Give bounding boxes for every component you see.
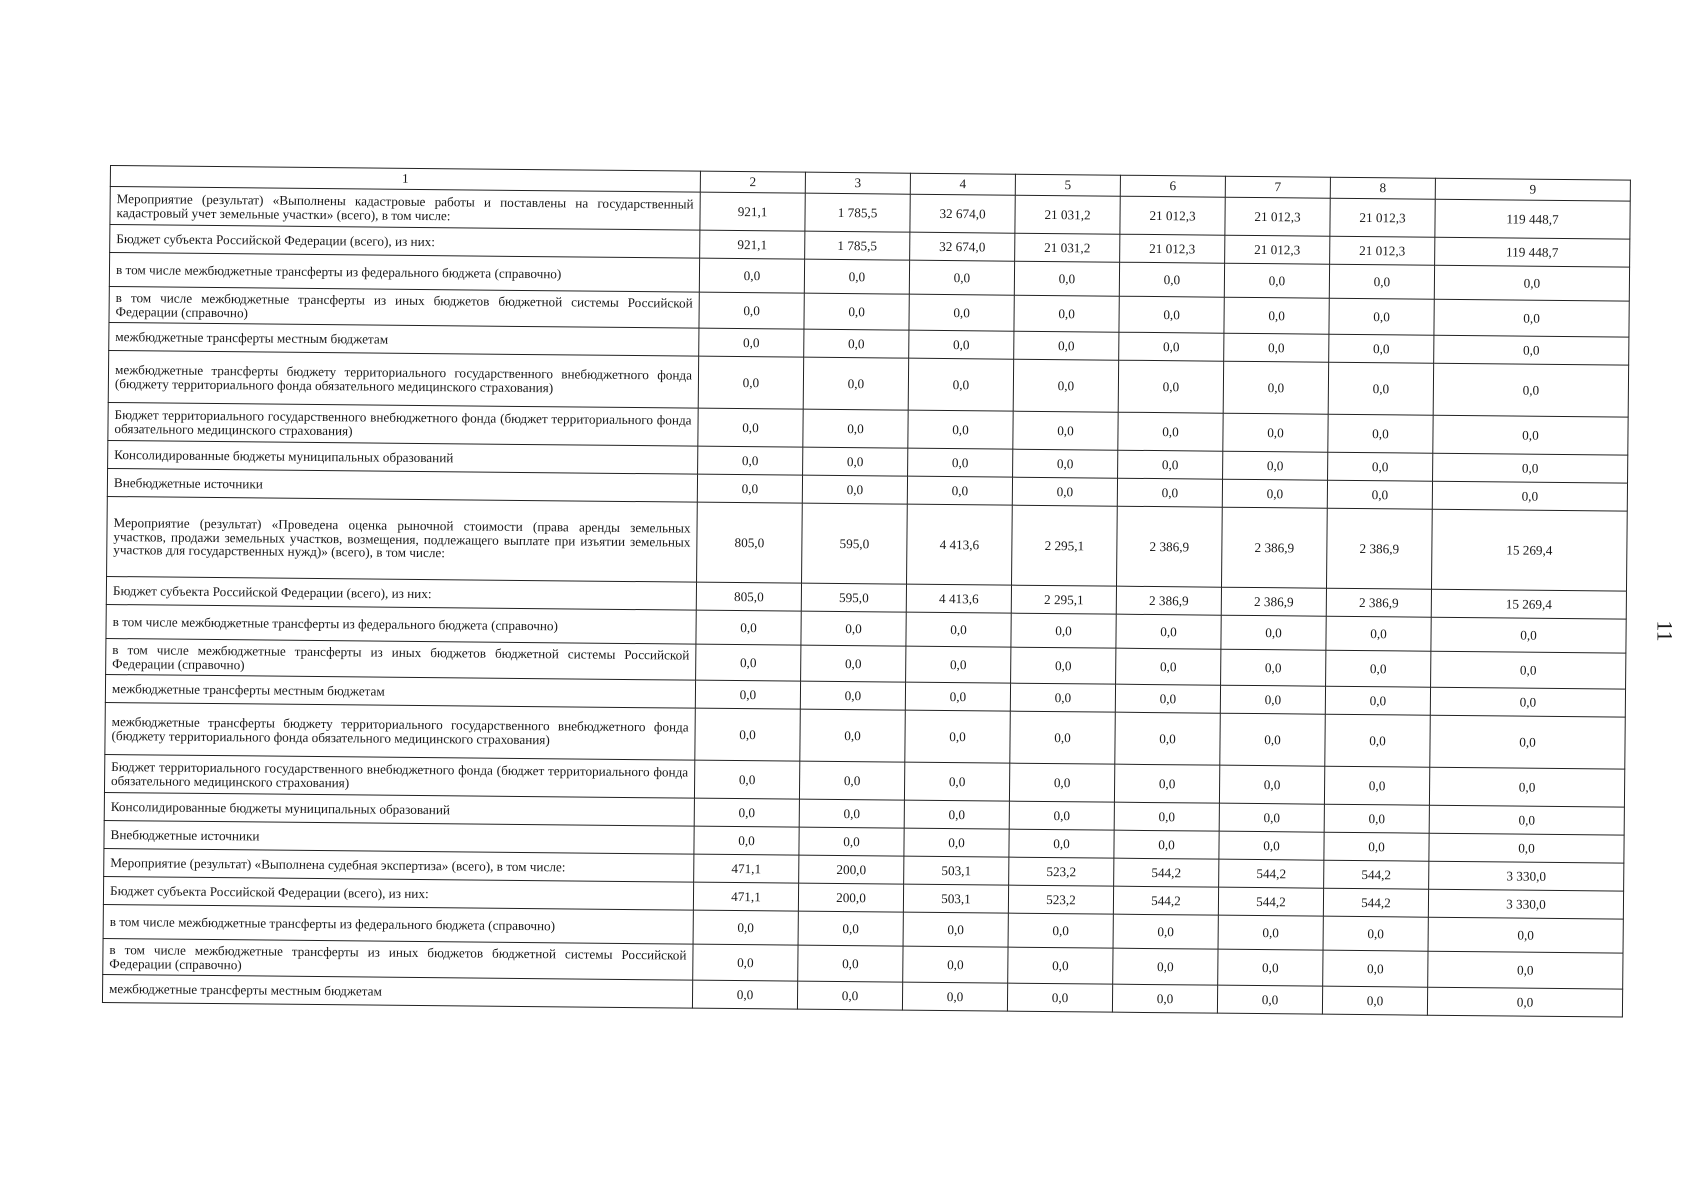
value-cell: 2 295,1	[1011, 585, 1116, 614]
value-cell: 0,0	[1008, 947, 1113, 984]
value-cell: 0,0	[1013, 359, 1118, 412]
value-cell: 0,0	[1224, 333, 1329, 362]
value-cell: 0,0	[694, 798, 799, 827]
value-cell: 0,0	[1327, 480, 1432, 509]
value-cell: 0,0	[1116, 648, 1221, 685]
value-cell: 0,0	[1430, 687, 1625, 717]
value-cell: 0,0	[1118, 412, 1223, 451]
value-cell: 544,2	[1218, 887, 1323, 916]
value-cell: 0,0	[1323, 950, 1428, 987]
value-cell: 0,0	[802, 475, 907, 504]
value-cell: 0,0	[1114, 830, 1219, 859]
value-cell: 0,0	[903, 946, 1008, 983]
value-cell: 21 012,3	[1225, 197, 1330, 236]
value-cell: 0,0	[1010, 711, 1115, 764]
value-cell: 544,2	[1219, 859, 1324, 888]
value-cell: 921,1	[700, 192, 805, 231]
value-cell: 0,0	[1328, 452, 1433, 481]
row-label: Бюджет субъекта Российской Федерации (всего), из них:	[103, 876, 693, 910]
value-cell: 0,0	[1433, 453, 1628, 483]
value-cell: 0,0	[1428, 951, 1623, 989]
value-cell: 0,0	[1222, 479, 1327, 508]
value-cell: 3 330,0	[1429, 861, 1624, 891]
value-cell: 2 386,9	[1326, 588, 1431, 617]
value-cell: 32 674,0	[910, 194, 1015, 233]
row-label: межбюджетные трансферты бюджету территориального государственного внебюджетного фонда (бюджету территориального фонда обязательного медицинского страхования)	[105, 702, 695, 760]
value-cell: 0,0	[803, 409, 908, 448]
value-cell: 0,0	[1324, 804, 1429, 833]
header-cell: 4	[910, 173, 1015, 195]
value-cell: 0,0	[798, 911, 903, 946]
value-cell: 0,0	[692, 980, 797, 1009]
value-cell: 523,2	[1008, 885, 1113, 914]
value-cell: 0,0	[699, 328, 804, 357]
value-cell: 0,0	[1429, 833, 1624, 863]
value-cell: 0,0	[1014, 295, 1119, 332]
value-cell: 15 269,4	[1431, 509, 1627, 591]
value-cell: 0,0	[1326, 616, 1431, 651]
value-cell: 200,0	[798, 883, 903, 912]
row-label: в том числе межбюджетные трансферты из иных бюджетов бюджетной системы Российской Федерации (справочно)	[109, 286, 699, 328]
value-cell: 0,0	[800, 681, 905, 710]
value-cell: 0,0	[698, 356, 803, 409]
value-cell: 0,0	[1324, 766, 1429, 805]
value-cell: 0,0	[1329, 298, 1434, 335]
value-cell: 0,0	[1429, 805, 1624, 835]
value-cell: 0,0	[1328, 414, 1433, 453]
value-cell: 0,0	[698, 446, 803, 475]
value-cell: 0,0	[798, 945, 903, 982]
row-label: Мероприятие (результат) «Проведена оценка рыночной стоимости (права аренды земельных участков, продажи земельных участков, возмещения, подлежащего выплате при изъятии земельных участков для государственных нужд)» (всего), в том числе:	[107, 496, 698, 582]
value-cell: 0,0	[1223, 413, 1328, 452]
value-cell: 4 413,6	[906, 584, 1011, 613]
value-cell: 471,1	[694, 854, 799, 883]
value-cell: 0,0	[1433, 363, 1628, 417]
value-cell: 0,0	[906, 612, 1011, 647]
value-cell: 0,0	[902, 982, 1007, 1011]
value-cell: 0,0	[909, 294, 1014, 331]
row-label: в том числе межбюджетные трансферты из иных бюджетов бюджетной системы Российской Федерации (справочно)	[103, 938, 693, 980]
value-cell: 0,0	[698, 408, 803, 447]
value-cell: 0,0	[905, 682, 1010, 711]
value-cell: 921,1	[700, 230, 805, 259]
row-label: Внебюджетные источники	[104, 820, 694, 854]
value-cell: 0,0	[1116, 614, 1221, 649]
value-cell: 3 330,0	[1428, 889, 1623, 919]
value-cell: 0,0	[1325, 714, 1430, 767]
value-cell: 2 386,9	[1117, 506, 1223, 587]
value-cell: 0,0	[907, 476, 1012, 505]
value-cell: 0,0	[1324, 832, 1429, 861]
value-cell: 0,0	[1115, 712, 1220, 765]
value-cell: 0,0	[1433, 415, 1628, 455]
value-cell: 21 012,3	[1120, 196, 1225, 235]
value-cell: 0,0	[1326, 650, 1431, 687]
value-cell: 4 413,6	[907, 504, 1013, 585]
value-cell: 0,0	[1113, 948, 1218, 985]
value-cell: 503,1	[903, 884, 1008, 913]
value-cell: 0,0	[1011, 647, 1116, 684]
value-cell: 119 448,7	[1435, 237, 1630, 267]
value-cell: 0,0	[693, 910, 798, 945]
value-cell: 0,0	[1218, 915, 1323, 950]
value-cell: 544,2	[1113, 886, 1218, 915]
row-label: Бюджет субъекта Российской Федерации (всего), из них:	[110, 225, 700, 259]
value-cell: 0,0	[696, 610, 801, 645]
value-cell: 0,0	[1014, 261, 1119, 296]
value-cell: 805,0	[697, 502, 803, 583]
header-cell: 5	[1015, 174, 1120, 196]
value-cell: 0,0	[1328, 362, 1433, 415]
row-label: межбюджетные трансферты бюджету территориального государственного внебюджетного фонда (бюджету территориального фонда обязательного медицинского страхования)	[108, 350, 698, 408]
value-cell: 0,0	[1219, 831, 1324, 860]
value-cell: 1 785,5	[805, 193, 910, 232]
value-cell: 119 448,7	[1435, 199, 1630, 239]
value-cell: 0,0	[1323, 916, 1428, 951]
value-cell: 2 386,9	[1221, 507, 1327, 588]
row-label: Мероприятие (результат) «Выполнены кадастровые работы и поставлены на государственный кадастровый учет земельные участки» (всего), в том числе:	[110, 187, 700, 231]
value-cell: 805,0	[696, 582, 801, 611]
value-cell: 0,0	[1115, 684, 1220, 713]
page-number: 11	[1652, 620, 1678, 642]
value-cell: 0,0	[800, 709, 905, 762]
value-cell: 0,0	[693, 944, 798, 981]
value-cell: 2 386,9	[1221, 587, 1326, 616]
value-cell: 0,0	[908, 358, 1013, 411]
value-cell: 0,0	[799, 827, 904, 856]
value-cell: 2 386,9	[1326, 508, 1432, 589]
value-cell: 0,0	[1224, 297, 1329, 334]
value-cell: 471,1	[693, 882, 798, 911]
value-cell: 0,0	[1114, 802, 1219, 831]
value-cell: 523,2	[1009, 857, 1114, 886]
row-label: в том числе межбюджетные трансферты из федерального бюджета (справочно)	[106, 604, 696, 644]
value-cell: 0,0	[1119, 262, 1224, 297]
value-cell: 21 031,2	[1015, 195, 1120, 234]
value-cell: 0,0	[1113, 914, 1218, 949]
row-label: межбюджетные трансферты местным бюджетам	[109, 322, 699, 356]
value-cell: 544,2	[1323, 888, 1428, 917]
value-cell: 0,0	[1009, 763, 1114, 802]
table-body	[102, 166, 1630, 1018]
value-cell: 32 674,0	[910, 232, 1015, 261]
value-cell: 0,0	[695, 708, 800, 761]
value-cell: 0,0	[905, 710, 1010, 763]
value-cell: 0,0	[1431, 617, 1626, 653]
value-cell: 21 031,2	[1015, 233, 1120, 262]
row-label: в том числе межбюджетные трансферты из иных бюджетов бюджетной системы Российской Федерации (справочно)	[106, 638, 696, 680]
value-cell: 0,0	[1218, 949, 1323, 986]
value-cell: 0,0	[804, 293, 909, 330]
row-label: Мероприятие (результат) «Выполнена судебная экспертиза» (всего), в том числе:	[104, 848, 694, 882]
value-cell: 0,0	[694, 826, 799, 855]
value-cell: 0,0	[1119, 296, 1224, 333]
value-cell: 200,0	[799, 855, 904, 884]
value-cell: 15 269,4	[1431, 589, 1626, 619]
value-cell: 0,0	[1217, 985, 1322, 1014]
value-cell: 0,0	[1013, 411, 1118, 450]
value-cell: 0,0	[904, 762, 1009, 801]
value-cell: 0,0	[908, 448, 1013, 477]
value-cell: 0,0	[696, 644, 801, 681]
value-cell: 503,1	[904, 856, 1009, 885]
value-cell: 0,0	[801, 611, 906, 646]
value-cell: 0,0	[797, 981, 902, 1010]
value-cell: 21 012,3	[1225, 235, 1330, 264]
value-cell: 0,0	[1329, 334, 1434, 363]
value-cell: 0,0	[906, 646, 1011, 683]
value-cell: 0,0	[1432, 481, 1627, 511]
row-label: в том числе межбюджетные трансферты из федерального бюджета (справочно)	[103, 904, 693, 944]
value-cell: 21 012,3	[1120, 234, 1225, 263]
value-cell: 0,0	[1224, 263, 1329, 298]
row-label: межбюджетные трансферты местным бюджетам	[105, 674, 695, 708]
header-cell: 1	[110, 166, 700, 193]
value-cell: 0,0	[1011, 613, 1116, 648]
value-cell: 0,0	[1427, 987, 1622, 1017]
budget-table	[102, 165, 1631, 1018]
value-cell: 0,0	[699, 258, 804, 293]
value-cell: 0,0	[804, 329, 909, 358]
value-cell: 0,0	[1329, 264, 1434, 299]
row-label: Консолидированные бюджеты муниципальных образований	[108, 440, 698, 474]
row-label: в том числе межбюджетные трансферты из федерального бюджета (справочно)	[109, 253, 699, 293]
value-cell: 0,0	[1009, 801, 1114, 830]
header-cell: 6	[1120, 175, 1225, 197]
value-cell: 0,0	[1220, 685, 1325, 714]
value-cell: 544,2	[1114, 858, 1219, 887]
value-cell: 0,0	[1007, 983, 1112, 1012]
value-cell: 0,0	[909, 330, 1014, 359]
value-cell: 0,0	[1112, 984, 1217, 1013]
value-cell: 0,0	[1219, 803, 1324, 832]
row-label: Консолидированные бюджеты муниципальных образований	[104, 792, 694, 826]
value-cell: 0,0	[1434, 335, 1629, 365]
row-label: Бюджет субъекта Российской Федерации (всего), из них:	[106, 576, 696, 610]
value-cell: 0,0	[694, 760, 799, 799]
value-cell: 0,0	[904, 828, 1009, 857]
value-cell: 0,0	[1219, 765, 1324, 804]
value-cell: 0,0	[1223, 451, 1328, 480]
value-cell: 0,0	[1119, 332, 1224, 361]
header-cell: 2	[700, 171, 805, 193]
value-cell: 0,0	[1429, 767, 1624, 807]
value-cell: 0,0	[904, 800, 1009, 829]
value-cell: 2 295,1	[1012, 505, 1118, 586]
value-cell: 0,0	[1118, 450, 1223, 479]
document-sheet	[102, 165, 1630, 1018]
header-cell: 7	[1225, 176, 1330, 198]
value-cell: 0,0	[1322, 986, 1427, 1015]
value-cell: 0,0	[1434, 299, 1629, 337]
header-cell: 8	[1330, 177, 1435, 199]
value-cell: 0,0	[1223, 361, 1328, 414]
value-cell: 0,0	[699, 292, 804, 329]
value-cell: 0,0	[1221, 649, 1326, 686]
value-cell: 0,0	[801, 645, 906, 682]
value-cell: 0,0	[804, 259, 909, 294]
value-cell: 544,2	[1324, 860, 1429, 889]
value-cell: 595,0	[801, 583, 906, 612]
value-cell: 0,0	[1012, 477, 1117, 506]
value-cell: 0,0	[1014, 331, 1119, 360]
value-cell: 1 785,5	[805, 231, 910, 260]
value-cell: 0,0	[1221, 615, 1326, 650]
value-cell: 595,0	[802, 503, 908, 584]
value-cell: 0,0	[697, 474, 802, 503]
header-cell: 3	[805, 172, 910, 194]
row-label: Бюджет территориального государственного внебюджетного фонда (бюджет территориального фонда обязательного медицинского страхования)	[104, 754, 694, 798]
value-cell: 0,0	[1010, 683, 1115, 712]
value-cell: 0,0	[799, 761, 904, 800]
value-cell: 21 012,3	[1330, 236, 1435, 265]
value-cell: 0,0	[908, 410, 1013, 449]
value-cell: 0,0	[803, 447, 908, 476]
value-cell: 21 012,3	[1330, 198, 1435, 237]
value-cell: 0,0	[903, 912, 1008, 947]
value-cell: 0,0	[1008, 913, 1113, 948]
value-cell: 2 386,9	[1116, 586, 1221, 615]
value-cell: 0,0	[1430, 715, 1625, 769]
value-cell: 0,0	[695, 680, 800, 709]
value-cell: 0,0	[1431, 651, 1626, 689]
value-cell: 0,0	[1325, 686, 1430, 715]
table-row	[107, 496, 1628, 591]
value-cell: 0,0	[909, 260, 1014, 295]
value-cell: 0,0	[1117, 478, 1222, 507]
row-label: межбюджетные трансферты местным бюджетам	[102, 974, 692, 1008]
value-cell: 0,0	[1220, 713, 1325, 766]
value-cell: 0,0	[1114, 764, 1219, 803]
value-cell: 0,0	[1428, 917, 1623, 953]
header-cell: 9	[1435, 178, 1630, 201]
value-cell: 0,0	[1013, 449, 1118, 478]
row-label: Бюджет территориального государственного внебюджетного фонда (бюджет территориального фонда обязательного медицинского страхования)	[108, 402, 698, 446]
value-cell: 0,0	[799, 799, 904, 828]
value-cell: 0,0	[803, 357, 908, 410]
value-cell: 0,0	[1009, 829, 1114, 858]
value-cell: 0,0	[1118, 360, 1223, 413]
row-label: Внебюджетные источники	[107, 468, 697, 502]
value-cell: 0,0	[1434, 265, 1629, 301]
